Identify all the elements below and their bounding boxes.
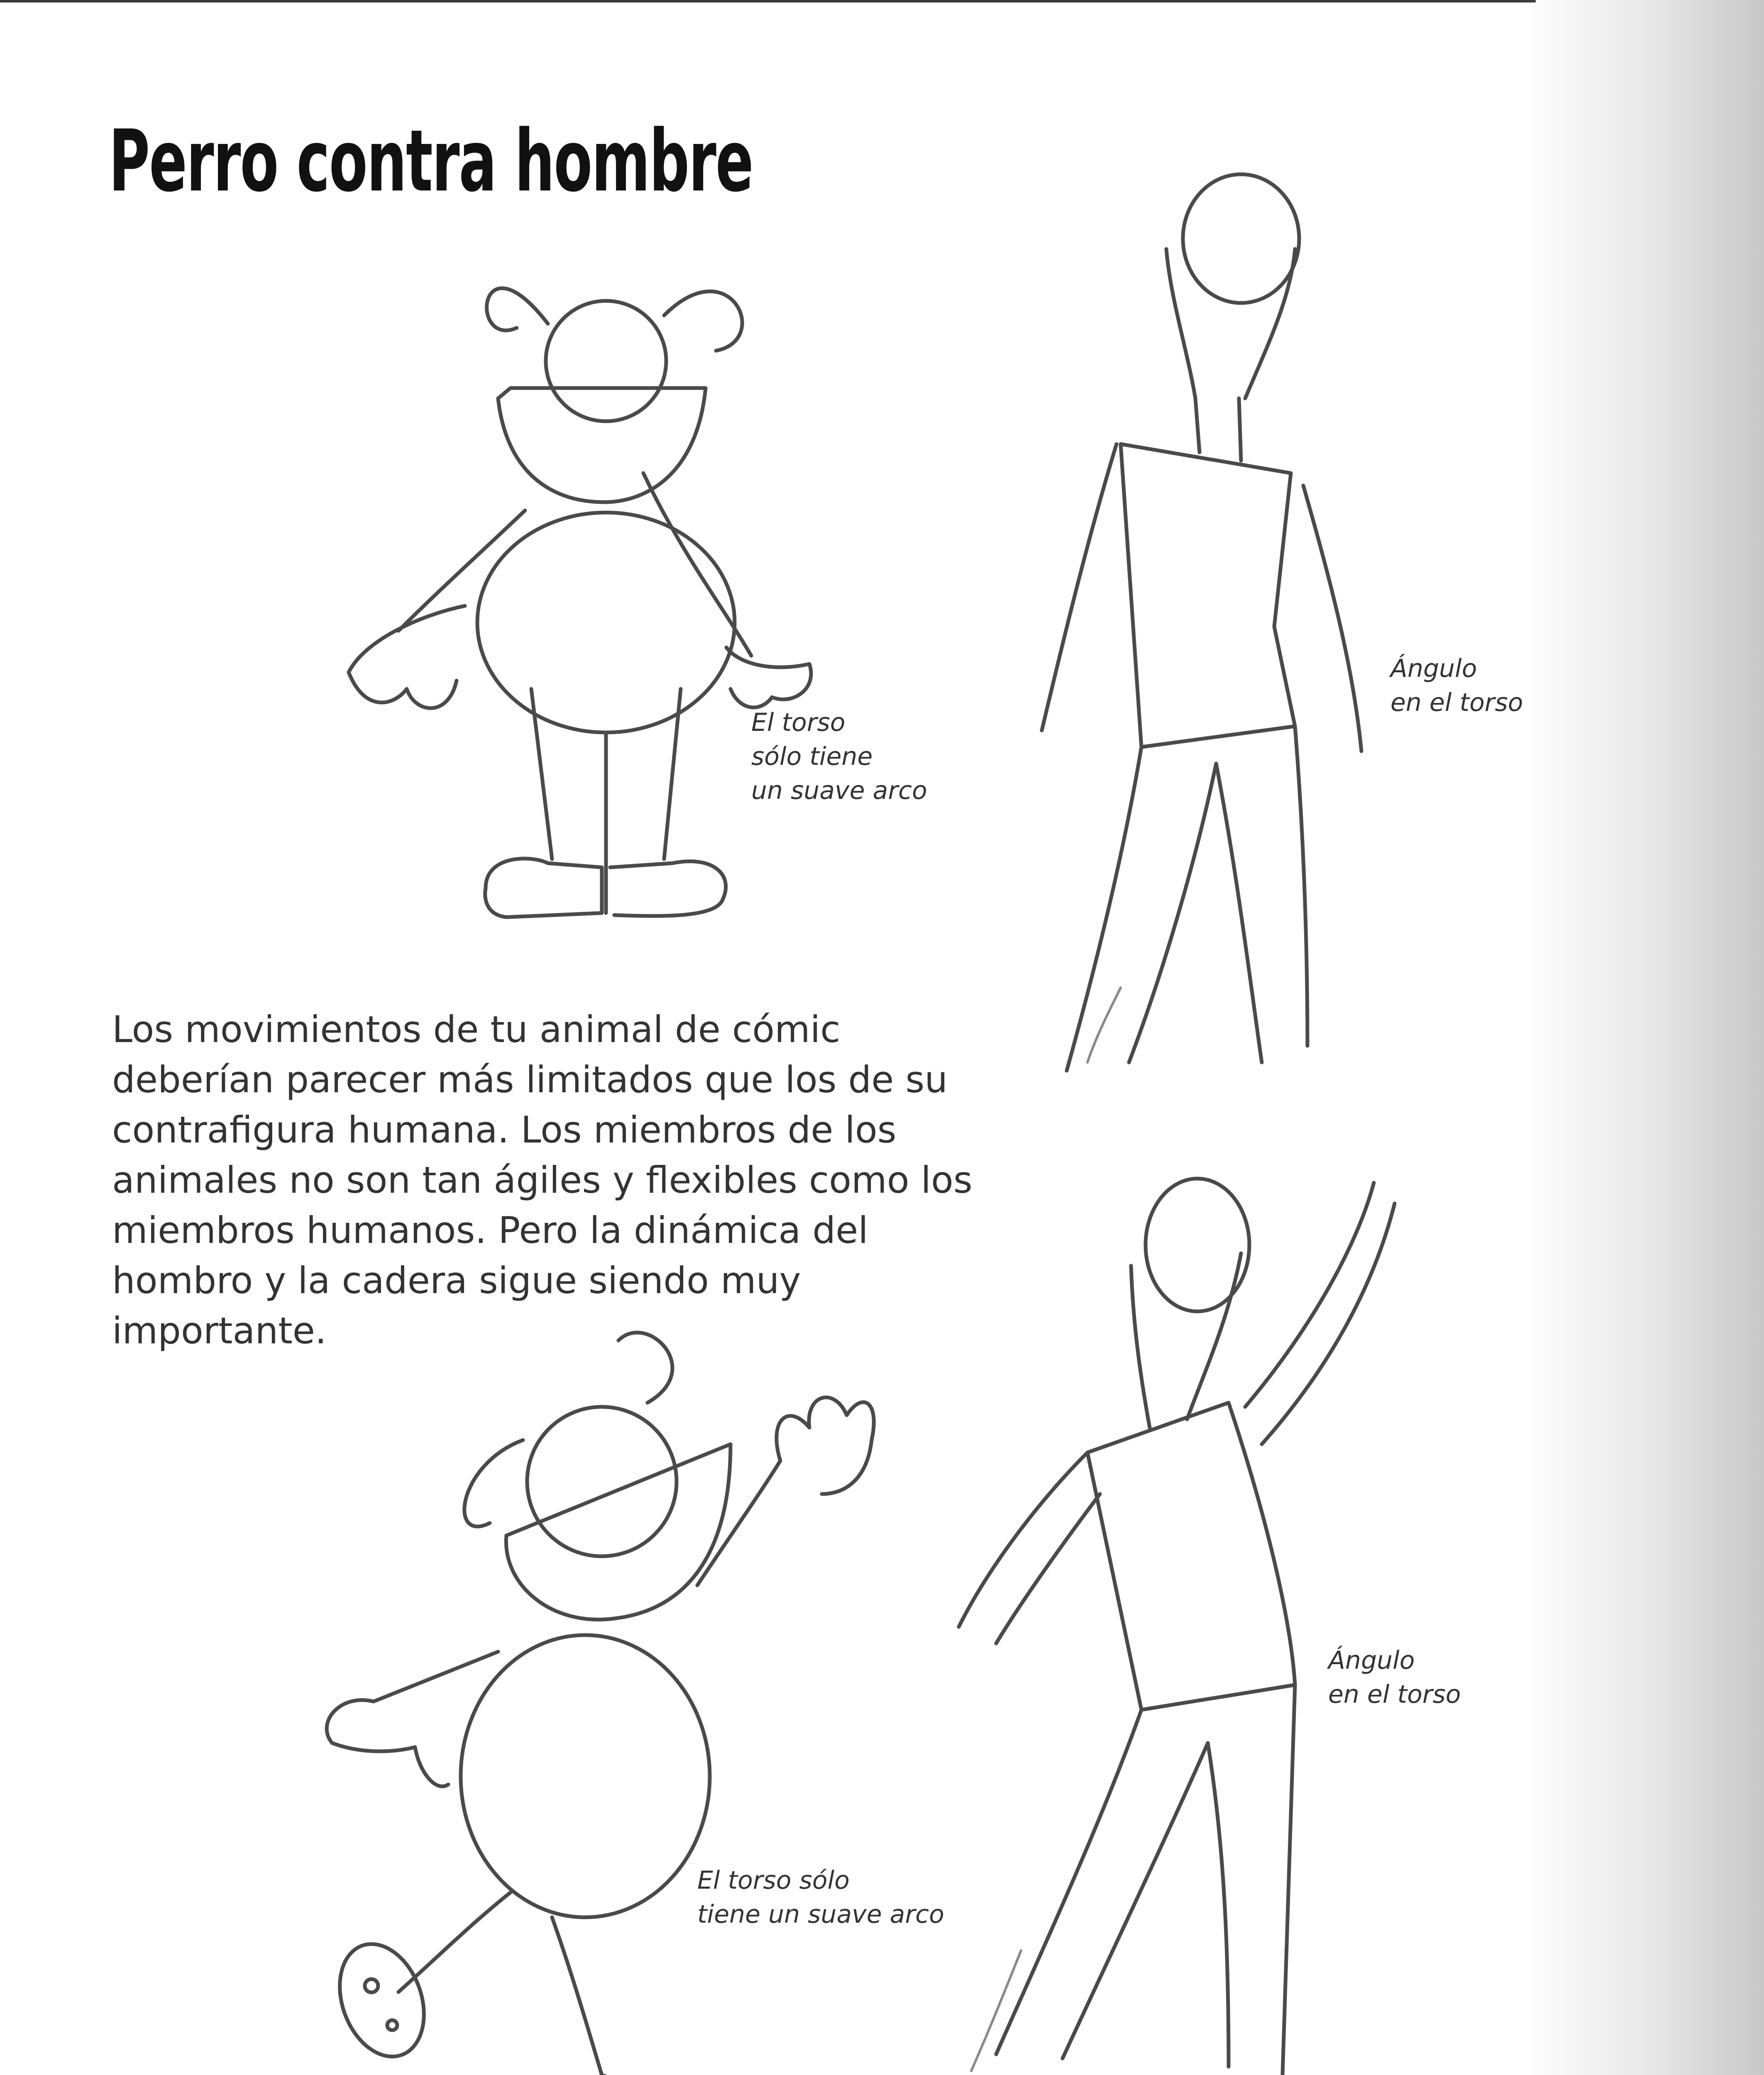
caption-line: El torso sólo [697,1866,850,1895]
body-line: Los movimientos de tu animal de cómic [112,1008,840,1051]
caption-dog-bottom [697,1863,944,1931]
caption-line: El torso [751,708,845,737]
dog-waving-drawing [325,1333,874,2075]
caption-line: un suave arco [751,776,927,805]
caption-man-top [1390,652,1523,720]
man-standing-drawing [1042,174,1361,1071]
caption-dog-top [751,706,927,808]
caption-line: en el torso [1390,688,1523,717]
caption-line: Ángulo [1328,1646,1415,1675]
caption-line: sólo tiene [751,742,873,771]
body-paragraph [112,1004,1004,1356]
body-line: hombro y la cadera sigue siendo muy [112,1259,801,1302]
caption-man-bottom [1328,1643,1461,1711]
page-title: Perro contra hombre [109,112,753,211]
caption-line: Ángulo [1390,654,1477,683]
man-waving-drawing [959,1179,1395,2075]
body-line: animales no son tan ágiles y flexibles como los [112,1159,972,1201]
body-line: deberían parecer más limitados que los de su [112,1058,948,1101]
caption-line: en el torso [1328,1680,1461,1709]
body-line: contrafigura humana. Los miembros de los [112,1108,897,1151]
body-line: importante. [112,1309,327,1352]
caption-line: tiene un suave arco [697,1900,944,1929]
body-line: miembros humanos. Pero la dinámica del [112,1209,868,1252]
dog-standing-drawing [349,288,811,917]
